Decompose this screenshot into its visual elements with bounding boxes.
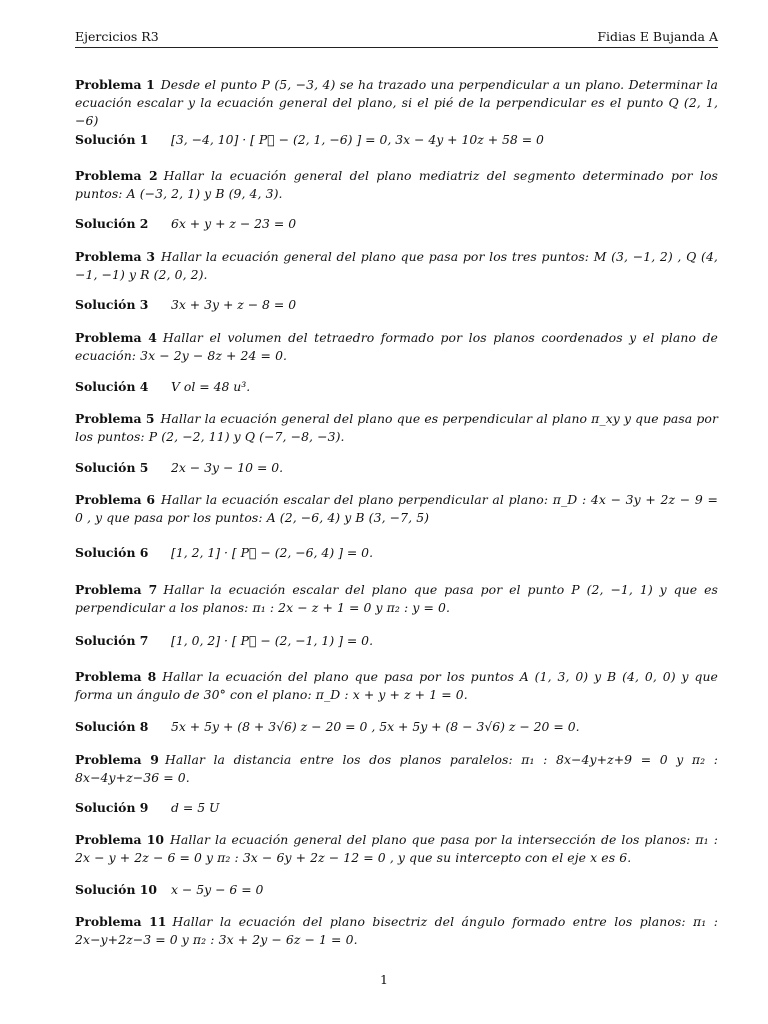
problem-item <box>75 329 718 365</box>
problem-item <box>75 831 718 867</box>
problem-text: Hallar la ecuación general del plano mediatriz del segmento determinado por los puntos: A (−3, 2, 1) y B (9, 4, 3). <box>75 168 718 201</box>
problem-label: Problema 8 <box>75 669 157 684</box>
problem-text: Hallar la ecuación del plano bisectriz del ángulo formado entre los planos: π₁ : 2x−y+2z−3 = 0 y π₂ : 3x + 2y − 6z − 1 = 0. <box>75 914 718 947</box>
problem-label: Problema 7 <box>75 582 158 597</box>
solution-text: V ol = 48 u³. <box>171 379 251 394</box>
solution-label: Solución 4 <box>75 379 149 394</box>
solution-item <box>75 544 718 562</box>
problem-text: Hallar la distancia entre los dos planos paralelos: π₁ : 8x−4y+z+9 = 0 y π₂ : 8x−4y+z−36 = 0. <box>75 752 718 785</box>
solution-text: x − 5y − 6 = 0 <box>171 882 264 897</box>
problem-item <box>75 751 718 787</box>
header-author: Fidias E Bujanda A <box>597 29 718 44</box>
solution-label: Solución 10 <box>75 882 158 897</box>
problem-item <box>75 581 718 617</box>
solution-text: 6x + y + z − 23 = 0 <box>171 216 297 231</box>
solution-item <box>75 881 718 899</box>
problem-label: Problema 1 <box>75 77 155 92</box>
solution-item <box>75 799 718 817</box>
solution-item <box>75 632 718 650</box>
problem-label: Problema 6 <box>75 492 156 507</box>
problem-text: Hallar la ecuación general del plano que pasa por los tres puntos: M (3, −1, 2) , Q (4, −1, −1) y R (2, 0, 2). <box>75 249 718 282</box>
page-number: 1 <box>380 972 388 987</box>
problem-item <box>75 668 718 704</box>
problem-text: Hallar la ecuación escalar del plano que pasa por el punto P (2, −1, 1) y que es perpendicular a los planos: π₁ : 2x − z + 1 = 0 y π₂ : y = 0. <box>75 582 718 615</box>
problem-label: Problema 4 <box>75 330 157 345</box>
problem-text: Desde el punto P (5, −3, 4) se ha trazado una perpendicular a un plano. Determinar la ecuación escalar y la ecuación general del plano, si el pié de la perpendicular es el punto Q (2, 1, −6) <box>75 77 718 128</box>
problem-label: Problema 3 <box>75 249 156 264</box>
problem-text: Hallar la ecuación escalar del plano perpendicular al plano: π_D : 4x − 3y + 2z − 9 = 0 , y que pasa por los puntos: A (2, −6, 4) y B (3, −7, 5) <box>75 492 718 525</box>
problem-item <box>75 913 718 949</box>
solution-item <box>75 459 718 477</box>
solution-label: Solución 7 <box>75 633 149 648</box>
solution-item <box>75 378 718 396</box>
solution-text: 2x − 3y − 10 = 0. <box>171 460 284 475</box>
solution-label: Solución 2 <box>75 216 149 231</box>
problem-label: Problema 2 <box>75 168 158 183</box>
solution-text: 3x + 3y + z − 8 = 0 <box>171 297 297 312</box>
solution-item <box>75 215 718 233</box>
solution-item <box>75 131 718 149</box>
problem-item <box>75 248 718 284</box>
problem-text: Hallar la ecuación general del plano que es perpendicular al plano π_xy y que pasa por los puntos: P (2, −2, 11) y Q (−7, −8, −3). <box>75 411 718 444</box>
problem-label: Problema 10 <box>75 832 165 847</box>
problem-text: Hallar la ecuación del plano que pasa por los puntos A (1, 3, 0) y B (4, 0, 0) y que forma un ángulo de 30° con el plano: π_D : x + y + z + 1 = 0. <box>75 669 718 702</box>
solution-label: Solución 3 <box>75 297 149 312</box>
solution-label: Solución 6 <box>75 545 149 560</box>
problem-text: Hallar el volumen del tetraedro formado por los planos coordenados y el plano de ecuación: 3x − 2y − 8z + 24 = 0. <box>75 330 718 363</box>
solution-item <box>75 296 718 314</box>
problem-label: Problema 5 <box>75 411 155 426</box>
solution-text: 5x + 5y + (8 + 3√6) z − 20 = 0 , 5x + 5y + (8 − 3√6) z − 20 = 0. <box>171 719 580 734</box>
solution-item <box>75 718 718 736</box>
solution-text: [3, −4, 10] · [ P⃗ − (2, 1, −6) ] = 0, 3x − 4y + 10z + 58 = 0 <box>171 132 544 147</box>
problem-item <box>75 167 718 203</box>
header-title: Ejercicios R3 <box>75 29 159 44</box>
solution-text: d = 5 U <box>171 800 220 815</box>
solution-label: Solución 1 <box>75 132 149 147</box>
problem-text: Hallar la ecuación general del plano que pasa por la intersección de los planos: π₁ : 2x − y + 2z − 6 = 0 y π₂ : 3x − 6y + 2z − 12 = 0 , y que su intercepto con el eje x es 6. <box>75 832 719 865</box>
problem-label: Problema 11 <box>75 914 167 929</box>
solution-label: Solución 9 <box>75 800 149 815</box>
problem-item <box>75 491 718 527</box>
solution-text: [1, 0, 2] · [ P⃗ − (2, −1, 1) ] = 0. <box>171 633 374 648</box>
page-header <box>75 29 718 47</box>
problem-item <box>75 76 718 130</box>
problem-item <box>75 410 718 446</box>
problem-label: Problema 9 <box>75 752 159 767</box>
header-rule <box>75 47 718 48</box>
solution-label: Solución 5 <box>75 460 149 475</box>
solution-text: [1, 2, 1] · [ P⃗ − (2, −6, 4) ] = 0. <box>171 545 374 560</box>
solution-label: Solución 8 <box>75 719 149 734</box>
